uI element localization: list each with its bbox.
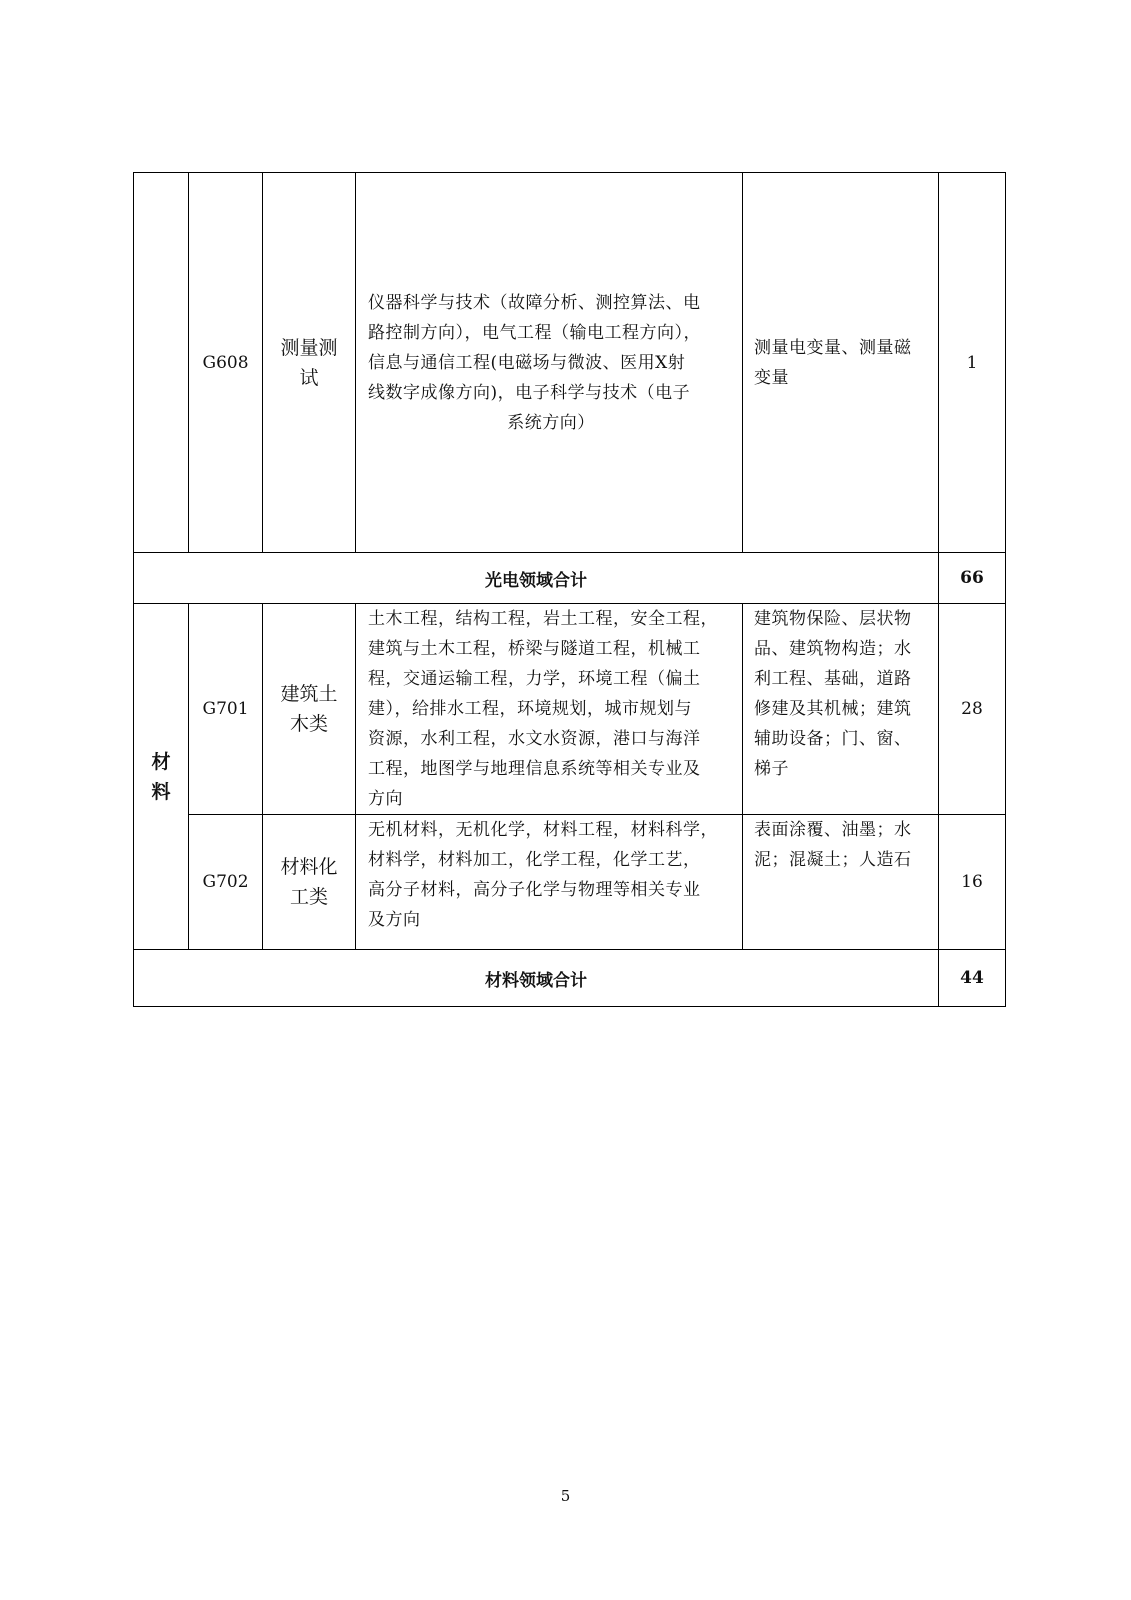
majors-line: 程，交通运输工程，力学，环境工程（偏土 [368, 669, 701, 689]
category-cell [263, 815, 356, 950]
majors-line: 仪器科学与技术（故障分析、测控算法、电 [368, 292, 701, 313]
subtotal-row-guangdian [134, 553, 1006, 604]
products-line: 品、建筑物构造；水 [754, 639, 912, 659]
category-line: 材料化 [280, 856, 338, 878]
subtotal-label: 光电领域合计 [134, 553, 939, 604]
code-cell: G701 [189, 604, 263, 815]
fields-table [133, 172, 1006, 1007]
products-line: 建筑物保险、层状物 [754, 609, 912, 629]
products-line: 测量电变量、测量磁 [754, 337, 912, 358]
category-cell [263, 604, 356, 815]
majors-cell [356, 815, 743, 950]
majors-line: 土木工程，结构工程，岩土工程，安全工程， [368, 609, 718, 629]
category-line: 测量测 [280, 336, 338, 359]
subtotal-count: 44 [939, 950, 1006, 1007]
products-line: 表面涂覆、油墨；水 [754, 820, 912, 840]
products-line: 修建及其机械；建筑 [754, 699, 912, 719]
majors-line: 建），给排水工程，环境规划，城市规划与 [368, 699, 692, 719]
majors-line: 无机材料，无机化学，材料工程，材料科学， [368, 820, 718, 840]
page-number: 5 [560, 1487, 571, 1505]
domain-cell-guangdian-continued [134, 173, 189, 553]
subtotal-count: 66 [939, 553, 1006, 604]
category-line: 试 [299, 366, 319, 389]
products-cell [743, 604, 939, 815]
majors-line: 方向 [368, 789, 403, 809]
subtotal-label: 材料领域合计 [134, 950, 939, 1007]
code-cell: G608 [189, 173, 263, 553]
products-cell [743, 815, 939, 950]
majors-line: 工程，地图学与地理信息系统等相关专业及 [368, 759, 701, 779]
domain-char: 料 [151, 780, 171, 803]
category-line: 建筑土 [280, 683, 338, 705]
products-line: 利工程、基础，道路 [754, 669, 912, 689]
domain-cell-cailiao [134, 604, 189, 950]
products-line: 梯子 [754, 759, 789, 779]
category-line: 工类 [289, 886, 328, 908]
category-cell [263, 173, 356, 553]
majors-line: 高分子材料，高分子化学与物理等相关专业 [368, 880, 701, 900]
subtotal-row-cailiao [134, 950, 1006, 1007]
majors-line: 材料学，材料加工，化学工程，化学工艺， [368, 850, 701, 870]
majors-line: 线数字成像方向)，电子科学与技术（电子 [368, 382, 691, 403]
majors-line: 及方向 [368, 910, 421, 930]
majors-line: 路控制方向），电气工程（输电工程方向）， [368, 322, 701, 343]
majors-cell [356, 173, 743, 553]
majors-line: 信息与通信工程(电磁场与微波、医用X射 [368, 352, 686, 373]
table-row-g701 [134, 604, 1006, 815]
category-line: 木类 [289, 713, 328, 735]
table-row-g608 [134, 173, 1006, 553]
code-cell: G702 [189, 815, 263, 950]
products-line: 变量 [754, 367, 789, 388]
majors-line: 资源，水利工程，水文水资源，港口与海洋 [368, 729, 701, 749]
majors-line: 系统方向） [507, 412, 595, 433]
domain-char: 材 [151, 750, 171, 773]
majors-line: 建筑与土木工程，桥梁与隧道工程，机械工 [368, 639, 701, 659]
table-row-g702 [134, 815, 1006, 950]
products-line: 泥；混凝土；人造石 [754, 850, 912, 870]
products-line: 辅助设备；门、窗、 [754, 729, 912, 749]
count-cell: 16 [939, 815, 1006, 950]
count-cell: 28 [939, 604, 1006, 815]
products-cell [743, 173, 939, 553]
majors-cell [356, 604, 743, 815]
count-cell: 1 [939, 173, 1006, 553]
